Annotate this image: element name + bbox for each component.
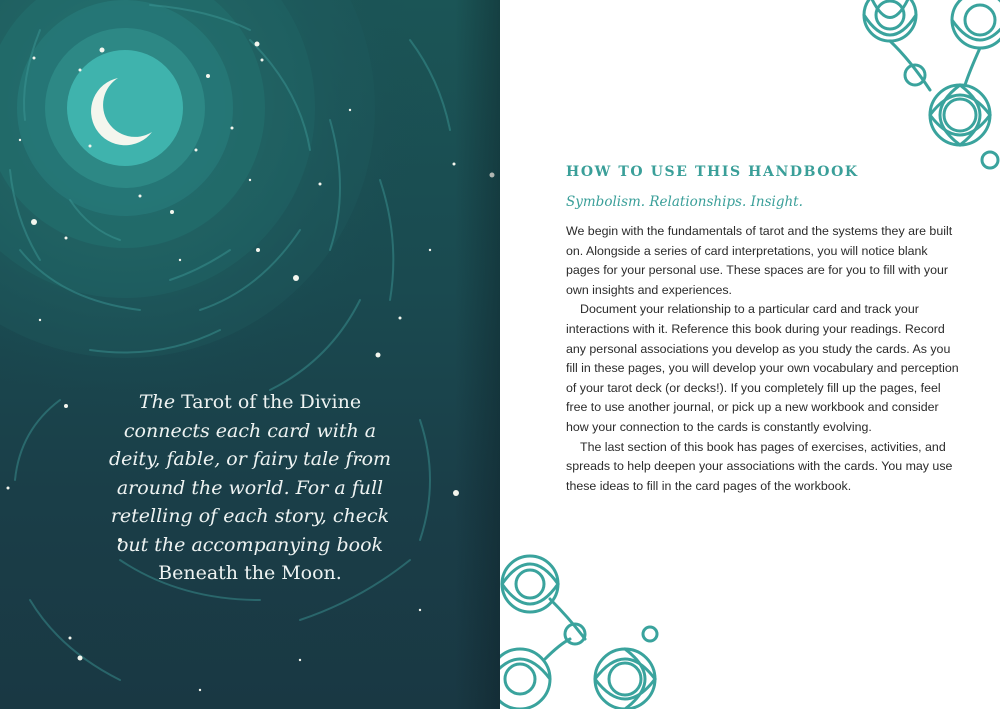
quote-line-7 bbox=[100, 559, 400, 588]
quote-line-2: connects each card with a bbox=[123, 419, 377, 442]
body-text bbox=[566, 222, 961, 496]
paragraph-2: Document your relationship to a particular card and track your interactions with it. Reference this book during your readings. Record any personal associations you develop as you study the cards. As you fill in these pages, you will develop your own vocabulary and perception of your tarot deck (or decks!). If you completely fill up the pages, feel free to use another journal, or pick up a new workbook and consider how your connection to the cards is constantly evolving. bbox=[566, 302, 959, 434]
page-gutter-shadow bbox=[455, 0, 500, 709]
quote-period: . bbox=[335, 562, 342, 584]
right-page-text bbox=[500, 0, 1000, 709]
celtic-knot-ornament-bottom-icon bbox=[500, 539, 675, 709]
quote-line-3: deity, fable, or fairy tale from bbox=[108, 448, 392, 470]
paragraph-3: The last section of this book has pages of exercises, activities, and spreads to help deepen your associations with the cards. You may use these ideas to fill in the card pages of the workbook. bbox=[566, 439, 953, 493]
quote-line-5: retelling of each story, check bbox=[110, 505, 390, 527]
moon-glow-disc bbox=[67, 50, 183, 166]
section-subheading: Symbolism. Relationships. Insight. bbox=[566, 194, 803, 210]
section-heading: HOW TO USE THIS HANDBOOK bbox=[566, 164, 859, 180]
quote-italic-article: The bbox=[138, 391, 176, 413]
quote-companion-title: Beneath the Moon bbox=[158, 562, 336, 584]
quote-line-6: out the accompanying book bbox=[116, 533, 384, 556]
quote-book-name: Tarot of the Divine bbox=[175, 391, 362, 413]
quote-line-4: around the world. For a full bbox=[116, 476, 384, 499]
paragraph-1: We begin with the fundamentals of tarot and the systems they are built on. Alongside a series of card interpretations, you will notice blank pages for your personal use. These spaces are for you to fill with your own insights and experiences. bbox=[566, 224, 953, 297]
pull-quote bbox=[100, 388, 400, 588]
celtic-knot-ornament-top-icon bbox=[830, 0, 1000, 175]
quote-line-1 bbox=[100, 388, 400, 417]
